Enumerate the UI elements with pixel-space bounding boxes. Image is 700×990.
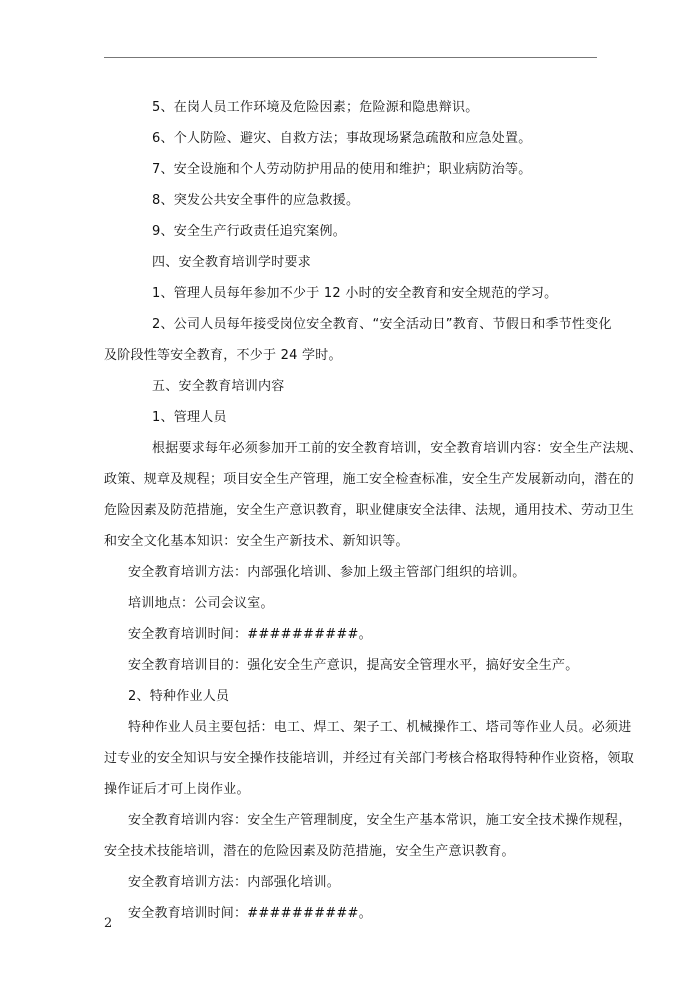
management-paragraph-line-3: 危险因素及防范措施，安全生产意识教育，职业健康安全法律、法规，通用技术、劳动卫生 [104,503,635,518]
subsection-special-operations: 2、特种作业人员 [128,689,230,704]
training-method-management: 安全教育培训方法：内部强化培训、参加上级主管部门组织的培训。 [128,565,526,580]
special-operations-line-1: 特种作业人员主要包括：电工、焊工、架子工、机械操作工、塔司等作业人员。必须进 [128,720,632,735]
header-rule [104,57,597,58]
list-item-8: 8、突发公共安全事件的应急救援。 [152,193,360,208]
management-paragraph-line-4: 和安全文化基本知识：安全生产新技术、新知识等。 [104,534,409,549]
list-item-6: 6、个人防险、避灾、自救方法；事故现场紧急疏散和应急处置。 [152,131,532,146]
document-body [104,92,643,929]
training-time-management: 安全教育培训时间：##########。 [128,627,372,642]
section-heading-four: 四、安全教育培训学时要求 [152,255,312,270]
management-paragraph-line-1: 根据要求每年必须参加开工前的安全教育培训，安全教育培训内容：安全生产法规、 [152,441,643,456]
page-number: 2 [104,916,113,931]
training-time-special: 安全教育培训时间：##########。 [128,906,372,921]
hours-requirement-1: 1、管理人员每年参加不少于 12 小时的安全教育和安全规范的学习。 [152,286,558,301]
special-training-content-line-1: 安全教育培训内容：安全生产管理制度，安全生产基本常识，施工安全技术操作规程， [128,813,632,828]
special-operations-line-2: 过专业的安全知识与安全操作技能培训，并经过有关部门考核合格取得特种作业资格，领取 [104,751,635,766]
management-paragraph-line-2: 政策、规章及规程；项目安全生产管理，施工安全检查标准，安全生产发展新动向，潜在的 [104,472,635,487]
subsection-management-personnel: 1、管理人员 [152,410,227,425]
list-item-5: 5、在岗人员工作环境及危险因素；危险源和隐患辩识。 [152,100,479,115]
training-location: 培训地点：公司会议室。 [128,596,274,611]
training-purpose-management: 安全教育培训目的：强化安全生产意识，提高安全管理水平，搞好安全生产。 [128,658,579,673]
list-item-7: 7、安全设施和个人劳动防护用品的使用和维护；职业病防治等。 [152,162,532,177]
hours-requirement-2-line-1: 2、公司人员每年接受岗位安全教育、“安全活动日”教育、节假日和季节性变化 [152,317,612,332]
hours-requirement-2-line-2: 及阶段性等安全教育，不少于 24 学时。 [104,348,342,363]
section-heading-five: 五、安全教育培训内容 [152,379,285,394]
special-training-content-line-2: 安全技术技能培训，潜在的危险因素及防范措施，安全生产意识教育。 [104,844,515,859]
training-method-special: 安全教育培训方法：内部强化培训。 [128,875,341,890]
special-operations-line-3: 操作证后才可上岗作业。 [104,782,250,797]
list-item-9: 9、安全生产行政责任追究案例。 [152,224,347,239]
